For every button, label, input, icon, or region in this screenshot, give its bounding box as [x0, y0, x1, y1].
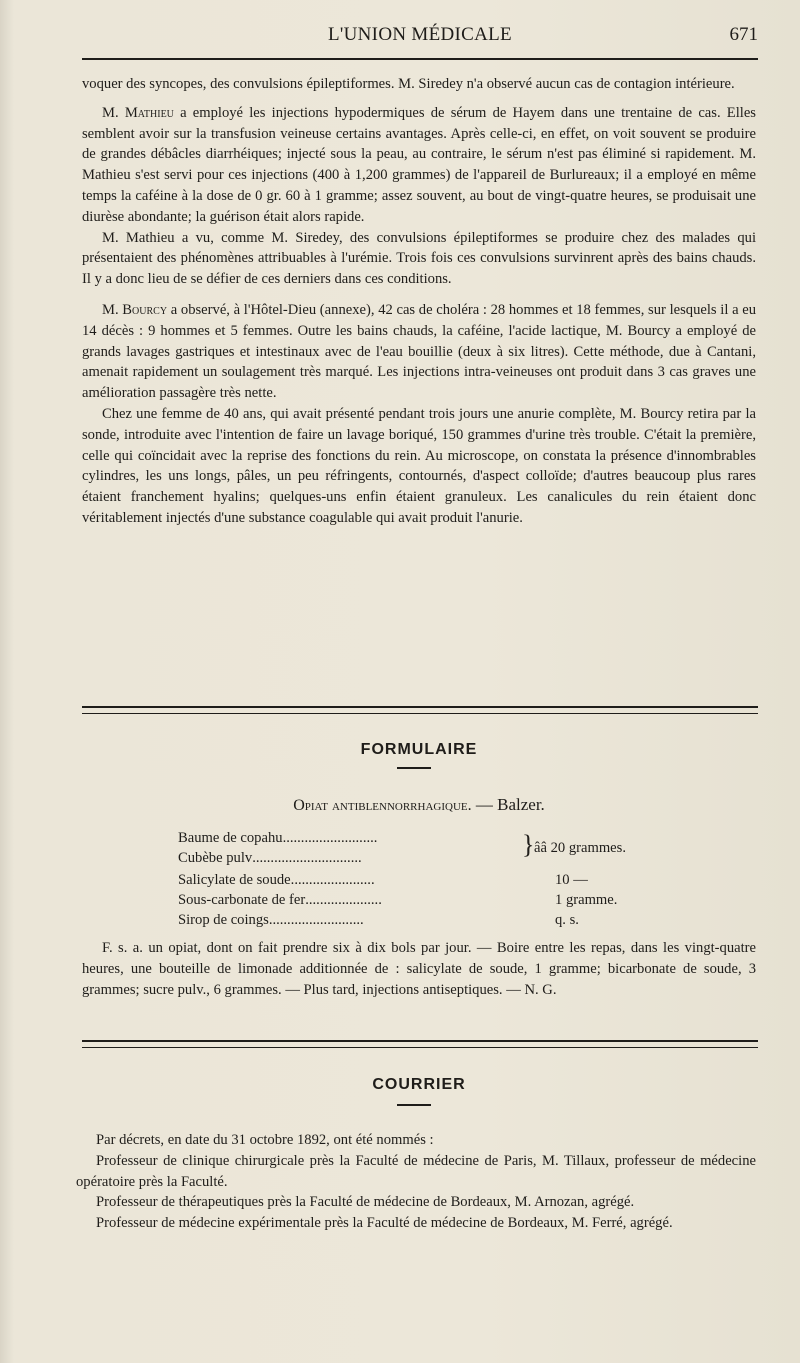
courrier-paragraph-1: Par décrets, en date du 31 octobre 1892, ont été nommés :	[96, 1132, 434, 1148]
ingredient-qty: q. s.	[555, 912, 579, 928]
ingredient-name: Sous-carbonate de fer	[178, 892, 306, 908]
speaker-name: M. Bourcy	[102, 301, 168, 318]
section-divider	[82, 1040, 758, 1048]
paragraph-5: Chez une femme de 40 ans, qui avait présenté pendant trois jours une anurie complète, M. Bourcy retira par la sonde, introduite avec l'intention de faire un lavage boriqué, 150 grammes d'urine très trouble. C'était la première, celle qui coïncidait avec la reprise des fonctions du rein. Au microscope, on constata la présence d'innombrables cylindres, les uns longs, pâles, un peu réfringents, contournés, d'aspect colloïde; d'autres beaucoup plus rares étaient franchement hyalins; quelques-uns enfin étaient granuleux. Les canalicules du rein étaient donc véritablement injectés d'une substance coagulable qui avait produit l'anurie.	[82, 405, 756, 526]
ingredient-name: Baume de copahu	[178, 830, 283, 846]
ingredient-qty: 1 gramme.	[555, 892, 618, 908]
paragraph-2-text: a employé les injections hypodermiques de sérum de Hayem dans une trentaine de cas. Elles semblent avoir sur la transfusion veineuse certains avantages. Après celle-ci, en effet, on voit souvent se produire de grandes débâcles diarrhéiques; injecté sous la peau, au contraire, le sérum n'est pas éliminé si rapidement. M. Mathieu s'est servi pour ces injections (400 à 1,200 grammes) de l'appareil de Burlureaux; il a employé en même temps la caféine à la dose de 0 gr. 60 à 1 gramme; assez souvent, au bout de vingt-quatre heures, se produisait une diurèse abondante; la guérison était alors rapide.	[82, 104, 756, 225]
paragraph-3: M. Mathieu a vu, comme M. Siredey, des convulsions épileptiformes se produire chez des malades qui présentaient des phénomènes attribuables à l'urémie. Trois fois ces convulsions survinrent après des bains chauds. Il y a donc lieu de se défier de ces derniers dans ces conditions.	[82, 229, 756, 288]
article-body	[82, 74, 756, 529]
page-number: 671	[729, 24, 758, 45]
journal-title: L'UNION MÉDICALE	[328, 24, 512, 45]
ingredient-row	[178, 890, 618, 910]
ingredient-row	[178, 848, 382, 868]
ingredient-row	[178, 870, 588, 890]
courrier-paragraph-3: Professeur de thérapeutiques près la Faculté de médecine de Bordeaux, M. Arnozan, agrégé.	[96, 1194, 635, 1211]
courrier-paragraph-2: Professeur de clinique chirurgicale près la Faculté de médecine de Paris, M. Tillaux, professeur de médecine opératoire près la Faculté.	[76, 1152, 756, 1190]
courrier-heading: COURRIER	[372, 1076, 466, 1093]
leader-dots: ..........................	[268, 912, 364, 928]
ingredient-row	[178, 828, 382, 848]
leader-dots: .......................	[290, 872, 375, 888]
leader-dots: ..........................	[282, 830, 378, 846]
heading-underline	[397, 1104, 431, 1106]
header-rule	[82, 58, 758, 60]
running-header	[82, 24, 758, 46]
courrier-body	[76, 1130, 756, 1234]
paragraph-4	[82, 300, 756, 404]
paragraph-2	[82, 103, 756, 228]
formula-title	[82, 795, 756, 815]
ingredient-name: Salicylate de soude	[178, 872, 291, 888]
formula-paragraph: F. s. a. un opiat, dont on fait prendre six à dix bols par jour. — Boire entre les repas, dans les vingt-quatre heures, une bouteille de limonade additionnée de : salicylate de soude, 1 gramme; bicarbonate de soude, 3 grammes; sucre pulv., 6 grammes. — Plus tard, injections antiseptiques. — N. G.	[82, 940, 756, 998]
ingredient-row	[178, 910, 579, 930]
formulaire-heading: FORMULAIRE	[360, 741, 478, 758]
paragraph-4-text: a observé, à l'Hôtel-Dieu (annexe), 42 cas de choléra : 28 hommes et 18 femmes, sur lesquels il a eu 14 décès : 9 hommes et 5 femmes. Outre les bains chauds, la caféine, l'acide lactique, M. Bourcy a employé de grands lavages gastriques et intestinaux avec de l'eau bouillie (deux à six litres). Cette méthode, due à Cantani, amenait rapidement un soulagement très marqué. Les injections intra-veineuses ont produit dans 3 cas graves une amélioration passagère très nette.	[82, 301, 757, 402]
paragraph-1: voquer des syncopes, des convulsions épileptiformes. M. Siredey n'a observé aucun cas de contagion intérieure.	[82, 76, 735, 92]
formula-author: — Balzer.	[475, 795, 545, 814]
speaker-name: M. Mathieu	[102, 104, 174, 121]
leader-dots: ..............................	[252, 850, 362, 866]
ingredient-name: Cubèbe pulv	[178, 850, 253, 866]
heading-underline	[397, 767, 431, 769]
brace-quantity: ââ 20 grammes.	[534, 840, 626, 856]
leader-dots: .....................	[305, 892, 382, 908]
formula-instructions	[82, 938, 756, 1000]
formula-name: Opiat antiblennorrhagique.	[293, 797, 472, 814]
ingredient-qty: 10 —	[555, 872, 588, 888]
ingredient-name: Sirop de coings	[178, 912, 269, 928]
brace-symbol: }	[522, 830, 535, 859]
courrier-paragraph-4: Professeur de médecine expérimentale près la Faculté de médecine de Bordeaux, M. Ferré, agrégé.	[96, 1215, 673, 1232]
ingredients-list	[178, 828, 626, 930]
section-divider	[82, 706, 758, 714]
